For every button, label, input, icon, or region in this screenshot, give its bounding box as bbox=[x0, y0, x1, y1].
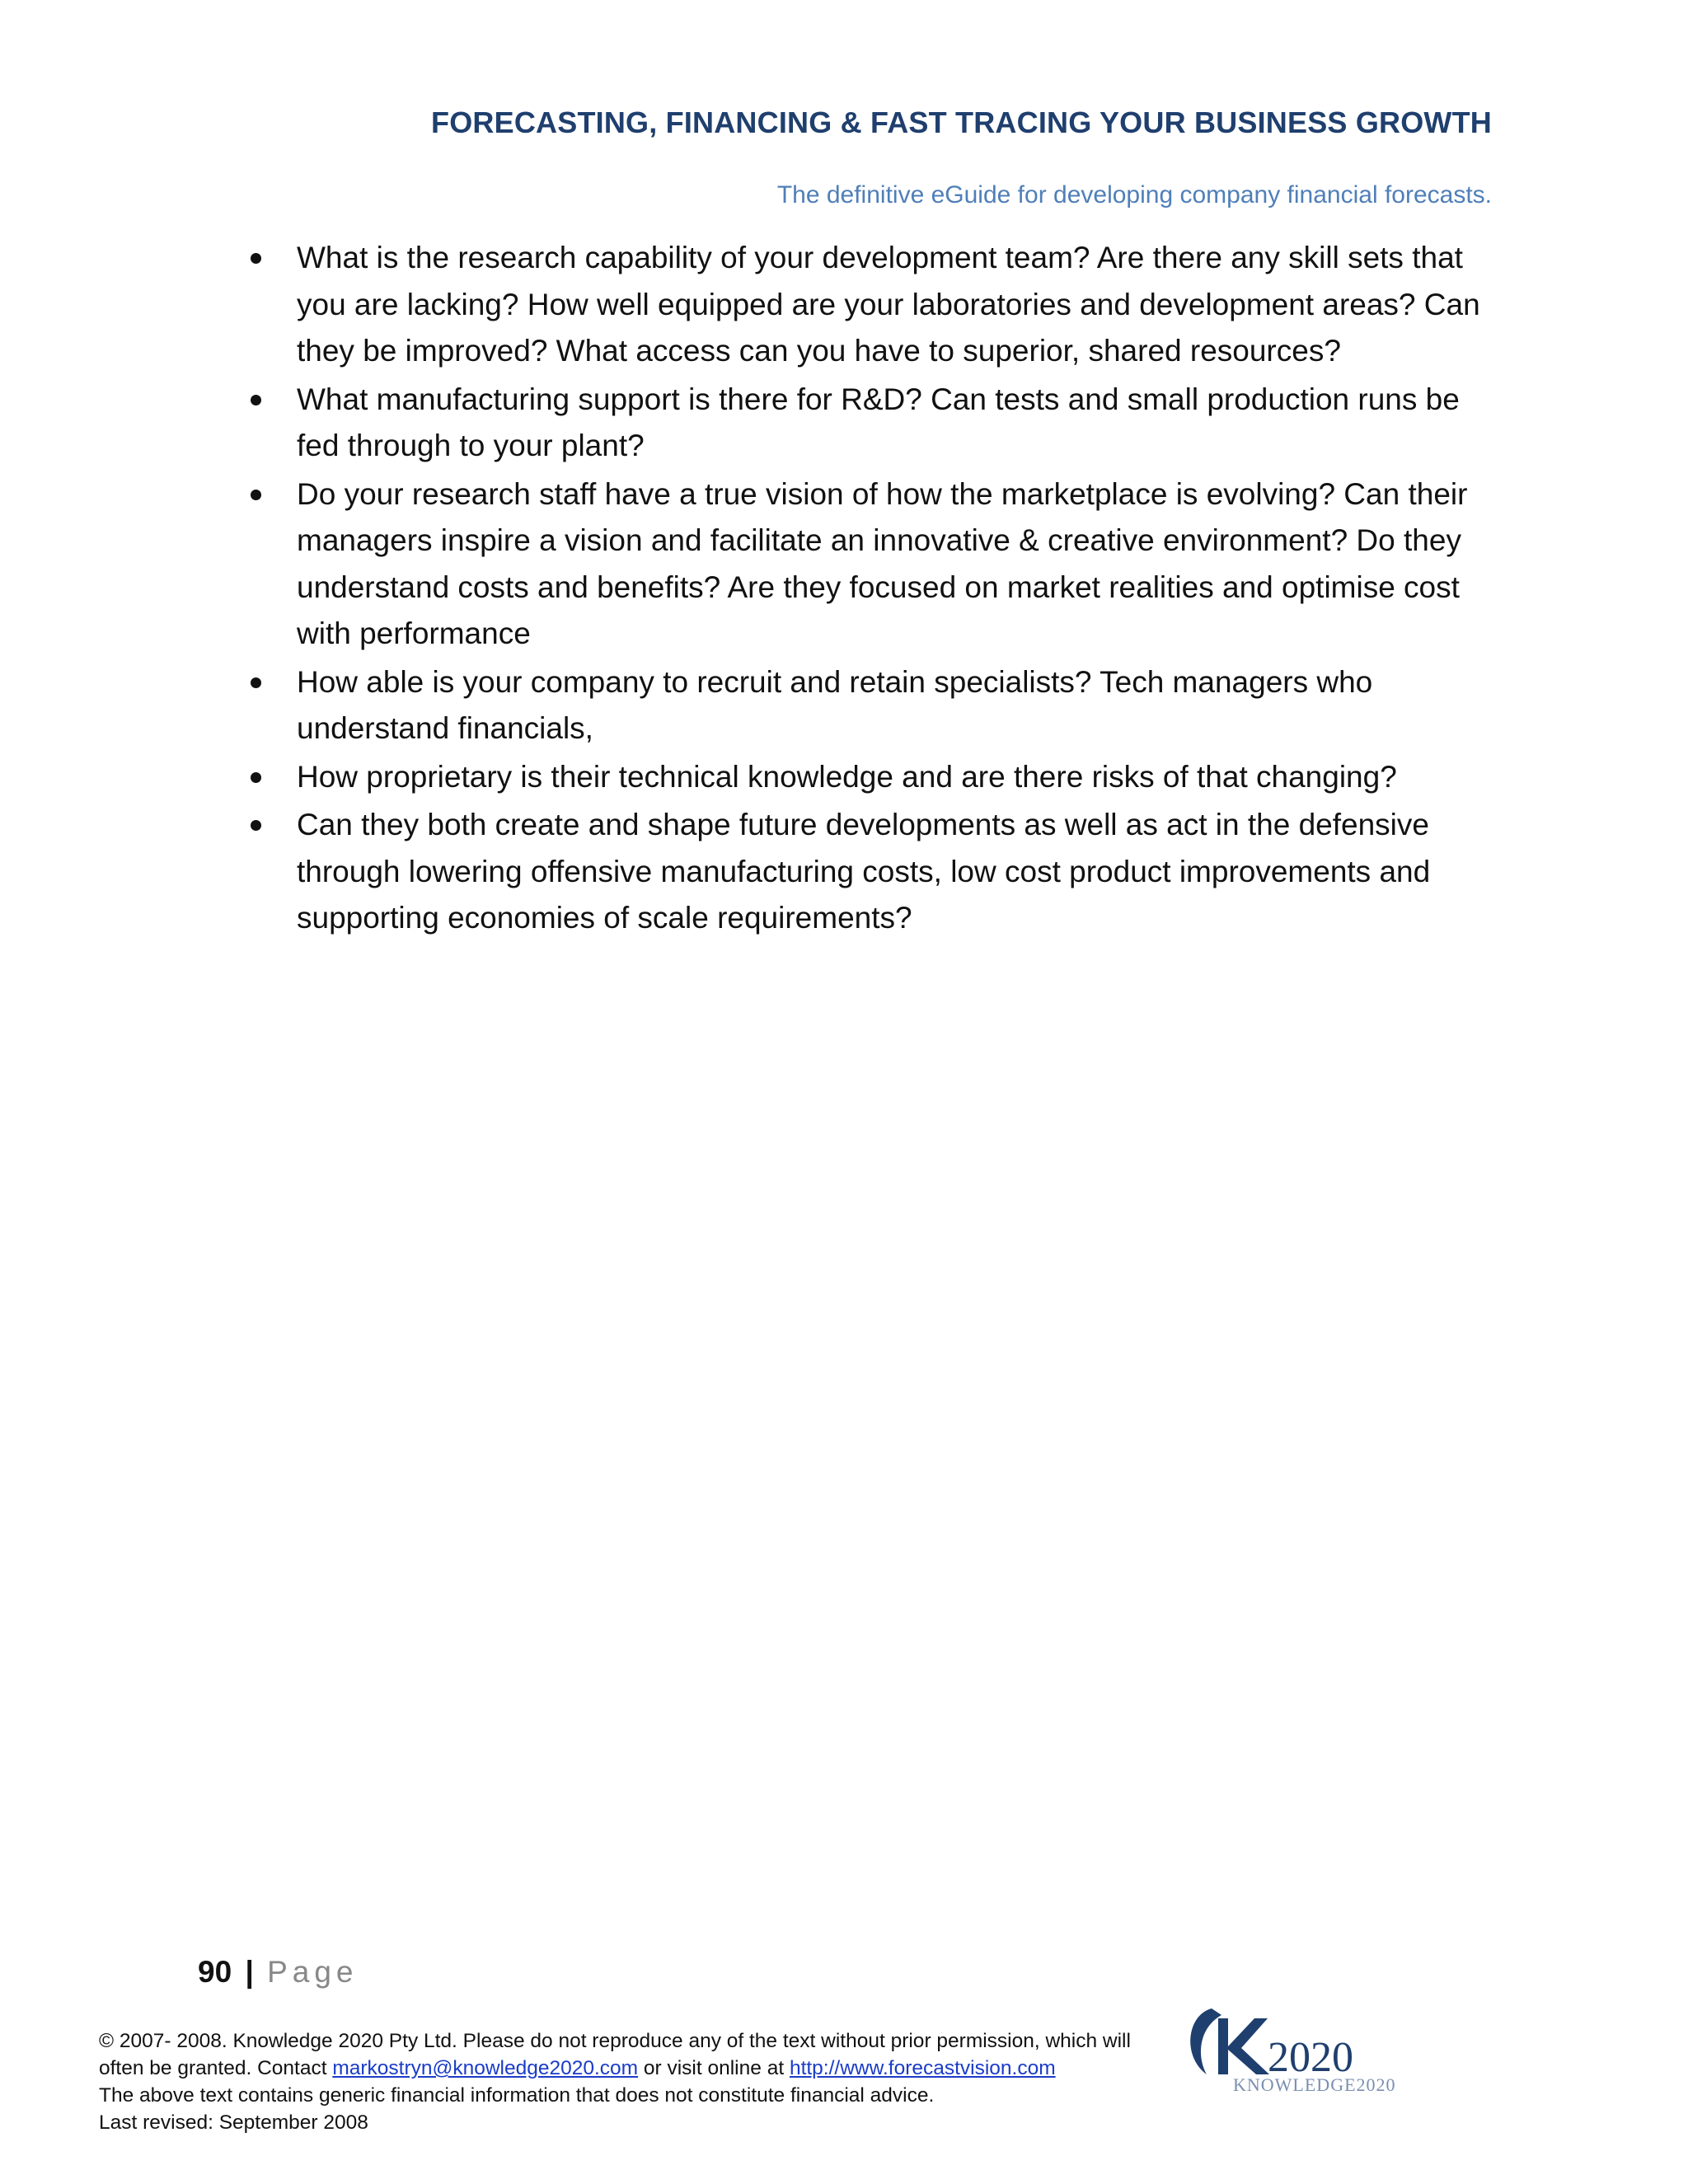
list-item bbox=[244, 802, 1497, 942]
list-item bbox=[244, 659, 1497, 752]
list-item-text: How able is your company to recruit and retain specialists? Tech managers who understand financials, bbox=[297, 664, 1373, 745]
page-number-value: 90 bbox=[198, 1955, 232, 1989]
list-item bbox=[244, 235, 1497, 375]
logo-k-icon bbox=[1218, 2018, 1269, 2074]
footer-copyright-text: © 2007- 2008. Knowledge 2020 Pty Ltd. Please do not reproduce any of the text without prior permission, which will often be granted. Contact bbox=[99, 2030, 1131, 2079]
document-title: FORECASTING, FINANCING & FAST TRACING YOUR BUSINESS GROWTH bbox=[431, 105, 1492, 139]
list-item-text: What is the research capability of your development team? Are there any skill sets that you are lacking? How well equipped are your laboratories and development areas? Can they be improved? What access can you have to superior, shared resources? bbox=[297, 241, 1480, 368]
document-subtitle: The definitive eGuide for developing company financial forecasts. bbox=[776, 181, 1492, 209]
bullet-icon bbox=[251, 253, 261, 264]
bullet-icon bbox=[251, 490, 261, 500]
list-item-text: How proprietary is their technical knowledge and are there risks of that changing? bbox=[297, 759, 1397, 794]
list-item-text: Do your research staff have a true vision of how the marketplace is evolving? Can their managers inspire a vision and facilitate an innovative & creative environment? Do they understand costs and benefits? Are they focused on market realities and optimise cost with performance bbox=[297, 476, 1468, 650]
page-number-separator: | bbox=[245, 1955, 254, 1989]
bullet-icon bbox=[251, 820, 261, 831]
footer-disclaimer: The above text contains generic financial information that does not constitute financial advice. bbox=[99, 2084, 935, 2107]
footer-copyright bbox=[99, 2027, 1137, 2136]
page-label: Page bbox=[267, 1955, 359, 1989]
logo-swoosh-icon bbox=[1190, 2008, 1221, 2074]
footer-visit-text: or visit online at bbox=[638, 2057, 790, 2079]
bullet-list bbox=[244, 235, 1497, 944]
logo-mark-text: 2020 bbox=[1268, 2034, 1353, 2081]
bullet-icon bbox=[251, 772, 261, 783]
footer-revision: Last revised: September 2008 bbox=[99, 2111, 368, 2134]
logo-wordmark-text: KNOWLEDGE2020 bbox=[1233, 2074, 1396, 2095]
list-item bbox=[244, 377, 1497, 470]
website-link[interactable]: http://www.forecastvision.com bbox=[789, 2057, 1056, 2079]
list-item bbox=[244, 471, 1497, 658]
bullet-icon bbox=[251, 677, 261, 688]
bullet-icon bbox=[251, 395, 261, 405]
list-item-text: Can they both create and shape future developments as well as act in the defensive through lowering offensive manufacturing costs, low cost product improvements and supporting economies of scale requirements? bbox=[297, 808, 1431, 935]
contact-email-link[interactable]: markostryn@knowledge2020.com bbox=[332, 2057, 639, 2079]
knowledge2020-logo bbox=[1179, 1999, 1426, 2097]
list-item bbox=[244, 754, 1497, 801]
list-item-text: What manufacturing support is there for R&D? Can tests and small production runs be fed through to your plant? bbox=[297, 382, 1460, 462]
page-number bbox=[198, 1955, 359, 1990]
